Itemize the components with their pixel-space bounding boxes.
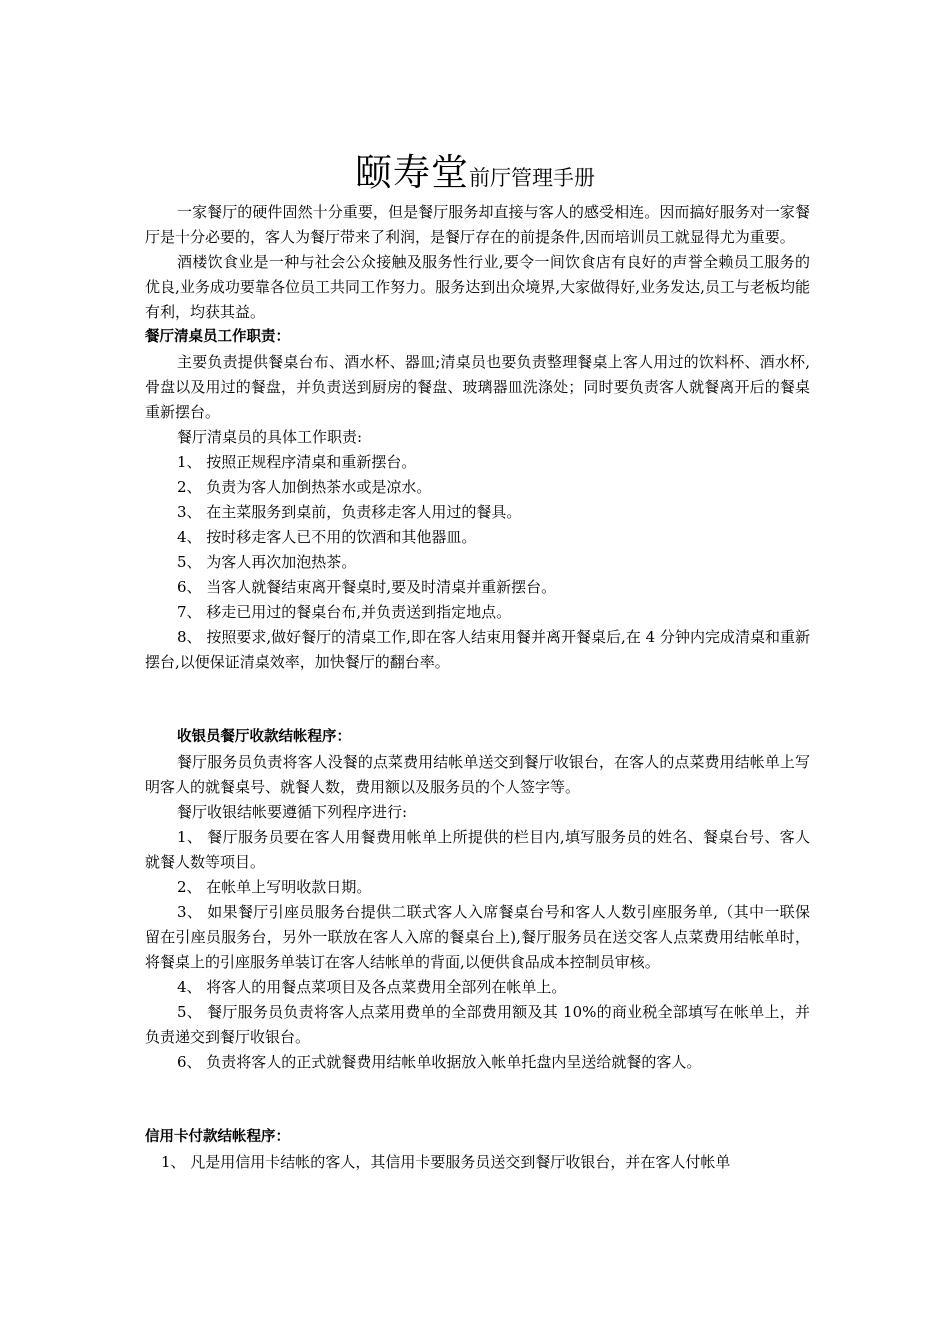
section-heading-busser: 餐厅清桌员工作职责： [145,329,290,345]
section-paragraph: 餐厅服务员负责将客人没餐的点菜费用结帐单送交到餐厅收银台，在客人的点菜费用结帐单上写明客人的就餐桌号、就餐人数，费用额以及服务员的个人签字等。 [145,753,810,796]
section-heading-credit-card: 信用卡付款结帐程序： [145,1129,290,1145]
spacer [145,1075,810,1125]
intro-paragraph: 一家餐厅的硬件固然十分重要，但是餐厅服务却直接与客人的感受相连。因而搞好服务对一家餐厅是十分必要的，客人为餐厅带来了利润，是餐厅存在的前提条件,因而培训员工就显得尤为重要。 [145,203,810,246]
list-item: 8、 按照要求,做好餐厅的清桌工作,即在客人结束用餐并离开餐桌后,在 4 分钟内完成清桌和重新摆台,以便保证清桌效率，加快餐厅的翻台率。 [145,628,810,671]
title-sub: 前厅管理手册 [469,166,595,190]
list-item: 6、 负责将客人的正式就餐费用结帐单收据放入帐单托盘内呈送给就餐的客人。 [177,1053,702,1071]
list-item: 2、 在帐单上写明收款日期。 [177,878,372,896]
document-body [145,200,810,1175]
section-heading-cashier: 收银员餐厅收款结帐程序： [177,729,351,745]
list-item: 1、 餐厅服务员要在客人用餐费用帐单上所提供的栏目内,填写服务员的姓名、餐桌台号、客人就餐人数等项目。 [145,828,810,871]
list-item: 1、 按照正规程序清桌和重新摆台。 [177,453,417,471]
section-paragraph: 主要负责提供餐桌台布、酒水杯、器皿;清桌员也要负责整理餐桌上客人用过的饮料杯、酒水杯,骨盘以及用过的餐盘，并负责送到厨房的餐盘、玻璃器皿洗涤处；同时要负责客人就餐离开后的餐桌重新摆台。 [145,353,810,421]
list-item: 5、 餐厅服务员负责将客人点菜用费单的全部费用额及其 10%的商业税全部填写在帐单上，并负责递交到餐厅收银台。 [145,1003,810,1046]
list-item: 5、 为客人再次加泡热茶。 [177,553,357,571]
list-item: 1、 凡是用信用卡结帐的客人，其信用卡要服务员送交到餐厅收银台，并在客人付帐单 [161,1153,731,1171]
document-title [0,142,950,196]
list-item: 6、 当客人就餐结束离开餐桌时,要及时清桌并重新摆台。 [177,578,557,596]
section-paragraph: 餐厅清桌员的具体工作职责: [177,428,363,446]
title-main: 颐寿堂 [355,151,469,194]
section-paragraph: 餐厅收银结帐要遵循下列程序进行: [177,803,408,821]
list-item: 7、 移走已用过的餐桌台布,并负责送到指定地点。 [177,603,512,621]
spacer [145,675,810,725]
list-item: 4、 按时移走客人已不用的饮酒和其他器皿。 [177,528,477,546]
list-item: 2、 负责为客人加倒热茶水或是凉水。 [177,478,432,496]
list-item: 3、 在主菜服务到桌前，负责移走客人用过的餐具。 [177,503,522,521]
list-item: 4、 将客人的用餐点菜项目及各点菜费用全部列在帐单上。 [177,978,567,996]
intro-paragraph: 酒楼饮食业是一种与社会公众接触及服务性行业,要令一间饮食店有良好的声誉全赖员工服务的优良,业务成功要靠各位员工共同工作努力。服务达到出众境界,大家做得好,业务发达,员工与老板均能有利，均获其益。 [145,253,810,321]
list-item: 3、 如果餐厅引座员服务台提供二联式客人入席餐桌台号和客人人数引座服务单,（其中一联保留在引座员服务台，另外一联放在客人入席的餐桌台上),餐厅服务员在送交客人点菜费用结帐单时，将餐桌上的引座服务单装订在客人结帐单的背面,以便供食品成本控制员审核。 [145,903,810,971]
